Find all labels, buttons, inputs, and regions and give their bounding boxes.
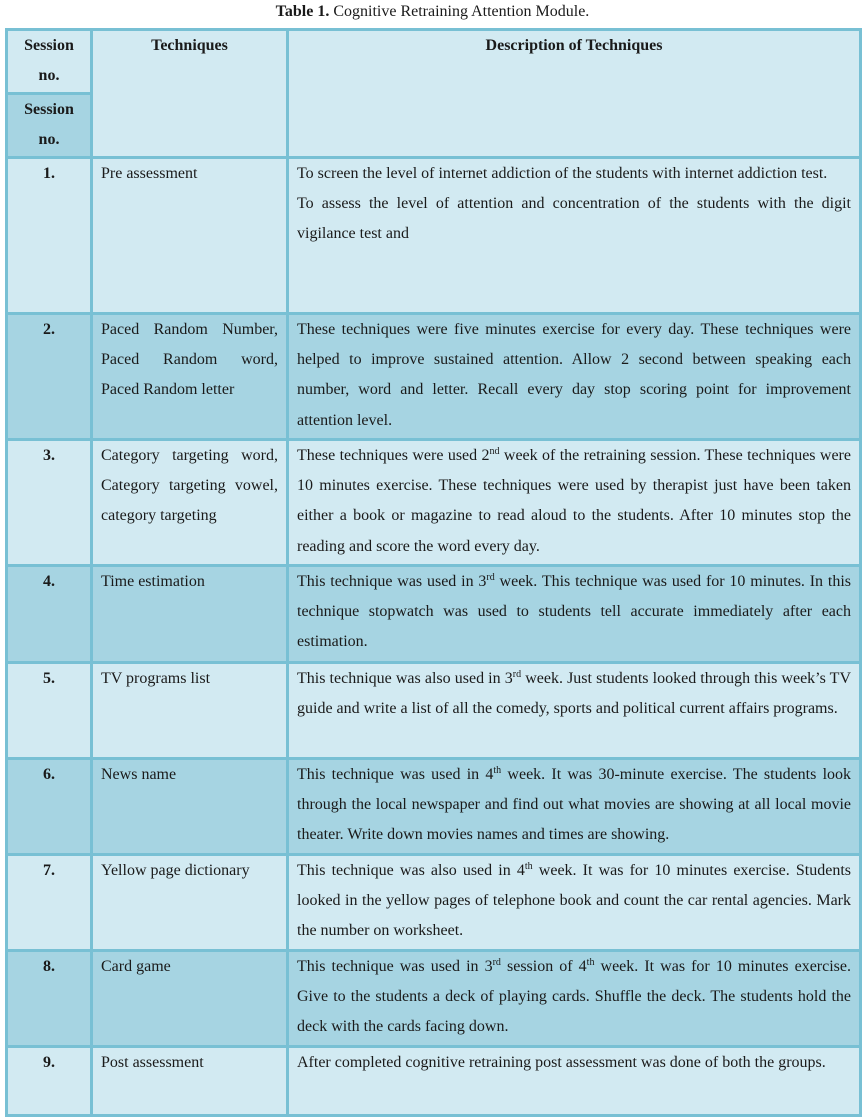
table-caption	[0, 0, 865, 28]
ordinal-suffix: th	[524, 860, 533, 872]
session-number-cell: 8.	[7, 950, 92, 1046]
technique-cell: News name	[92, 758, 288, 854]
session-number-cell: 4.	[7, 565, 92, 662]
description-cell	[288, 1046, 861, 1115]
technique-cell: Post assessment	[92, 1046, 288, 1115]
technique-cell: Category targeting word, Category targeting vowel, category targeting	[92, 439, 288, 565]
session-number-cell: 6.	[7, 758, 92, 854]
description-text: To assess the level of attention and concentration of the students with the digit vigilance test and	[297, 195, 851, 243]
description-text: This technique was used in 4	[297, 765, 494, 783]
table-caption-label: Table 1.	[275, 3, 330, 20]
table-row	[7, 439, 861, 565]
description-paragraph	[297, 664, 851, 725]
description-paragraph	[297, 760, 851, 851]
ordinal-suffix: rd	[492, 956, 501, 968]
description-cell	[288, 854, 861, 950]
technique-cell: Pre assessment	[92, 157, 288, 313]
description-paragraph	[297, 567, 851, 658]
description-text: This technique was also used in 3	[297, 669, 513, 687]
header-description: Description of Techniques	[288, 30, 861, 158]
ordinal-suffix: rd	[486, 571, 495, 583]
description-cell	[288, 313, 861, 439]
description-text: week. It was for 10 minutes exercise. Give to the students a deck of playing cards. Shuffle the deck. The students hold the deck with the cards facing down.	[297, 957, 852, 1036]
description-text: These techniques were used 2	[297, 446, 490, 464]
description-paragraph	[297, 315, 851, 437]
ordinal-suffix: th	[493, 764, 502, 776]
description-paragraph	[297, 1048, 851, 1078]
technique-cell: Time estimation	[92, 565, 288, 662]
header-techniques: Techniques	[92, 30, 288, 158]
table-row	[7, 157, 861, 313]
technique-cell: Yellow page dictionary	[92, 854, 288, 950]
table-row	[7, 1046, 861, 1115]
description-text: These techniques were five minutes exercise for every day. These techniques were helped to improve sustained attention. Allow 2 second between speaking each number, word and letter. Recall every day stop scoring point for improvement attention level.	[297, 320, 851, 429]
description-cell	[288, 439, 861, 565]
description-text: This technique was used in 3	[297, 957, 493, 975]
description-text: week of the retraining session. These techniques were 10 minutes exercise. These techniques were used by therapist just have been taken either a book or magazine to read aloud to the students. After 10 minutes stop the reading and score the word every day.	[297, 446, 851, 555]
session-number-cell: 7.	[7, 854, 92, 950]
description-cell	[288, 662, 861, 758]
header-session-no: Session no.	[7, 30, 92, 94]
description-text: week. It was 30-minute exercise. The students look through the local newspaper and find out what movies are showing at all local movie theater. Write down movies names and times are showing.	[297, 765, 852, 844]
session-number-cell: 2.	[7, 313, 92, 439]
technique-cell: Card game	[92, 950, 288, 1046]
attention-module-table	[5, 28, 862, 1117]
header-row	[7, 30, 861, 94]
ordinal-suffix: rd	[512, 668, 522, 680]
description-cell	[288, 950, 861, 1046]
description-text: week. Just students looked through this week’s TV guide and write a list of all the comedy, sports and political current affairs programs.	[297, 669, 851, 718]
header-session-no-repeat: Session no.	[7, 93, 92, 157]
description-cell	[288, 758, 861, 854]
description-text: week. This technique was used for 10 minutes. In this technique stopwatch was used to students tell accurate immediately after each estimation.	[297, 572, 851, 651]
session-number-cell: 1.	[7, 157, 92, 313]
description-text: After completed cognitive retraining post assessment was done of both the groups.	[297, 1053, 826, 1071]
description-paragraph	[297, 189, 851, 250]
table-row	[7, 565, 861, 662]
table-row	[7, 758, 861, 854]
description-text: week. It was for 10 minutes exercise. Students looked in the yellow pages of telephone book and count the car rental agencies. Mark the number on worksheet.	[297, 861, 851, 940]
table-caption-text: Cognitive Retraining Attention Module.	[329, 3, 590, 20]
ordinal-suffix: th	[586, 956, 595, 968]
table-row	[7, 313, 861, 439]
description-text: session of 4	[500, 957, 587, 975]
session-number-cell: 3.	[7, 439, 92, 565]
session-number-cell: 9.	[7, 1046, 92, 1115]
description-cell	[288, 565, 861, 662]
description-paragraph	[297, 952, 851, 1043]
technique-cell: TV programs list	[92, 662, 288, 758]
table-row	[7, 662, 861, 758]
description-text: This technique was used in 3	[297, 572, 487, 590]
table-row	[7, 950, 861, 1046]
table-row	[7, 854, 861, 950]
description-cell	[288, 157, 861, 313]
description-text: To screen the level of internet addiction of the students with internet addiction test.	[297, 164, 828, 182]
description-paragraph	[297, 441, 851, 563]
description-text: This technique was also used in 4	[297, 861, 525, 879]
technique-cell: Paced Random Number, Paced Random word, Paced Random letter	[92, 313, 288, 439]
session-number-cell: 5.	[7, 662, 92, 758]
description-paragraph	[297, 159, 851, 189]
description-paragraph	[297, 856, 851, 947]
ordinal-suffix: nd	[489, 445, 500, 457]
